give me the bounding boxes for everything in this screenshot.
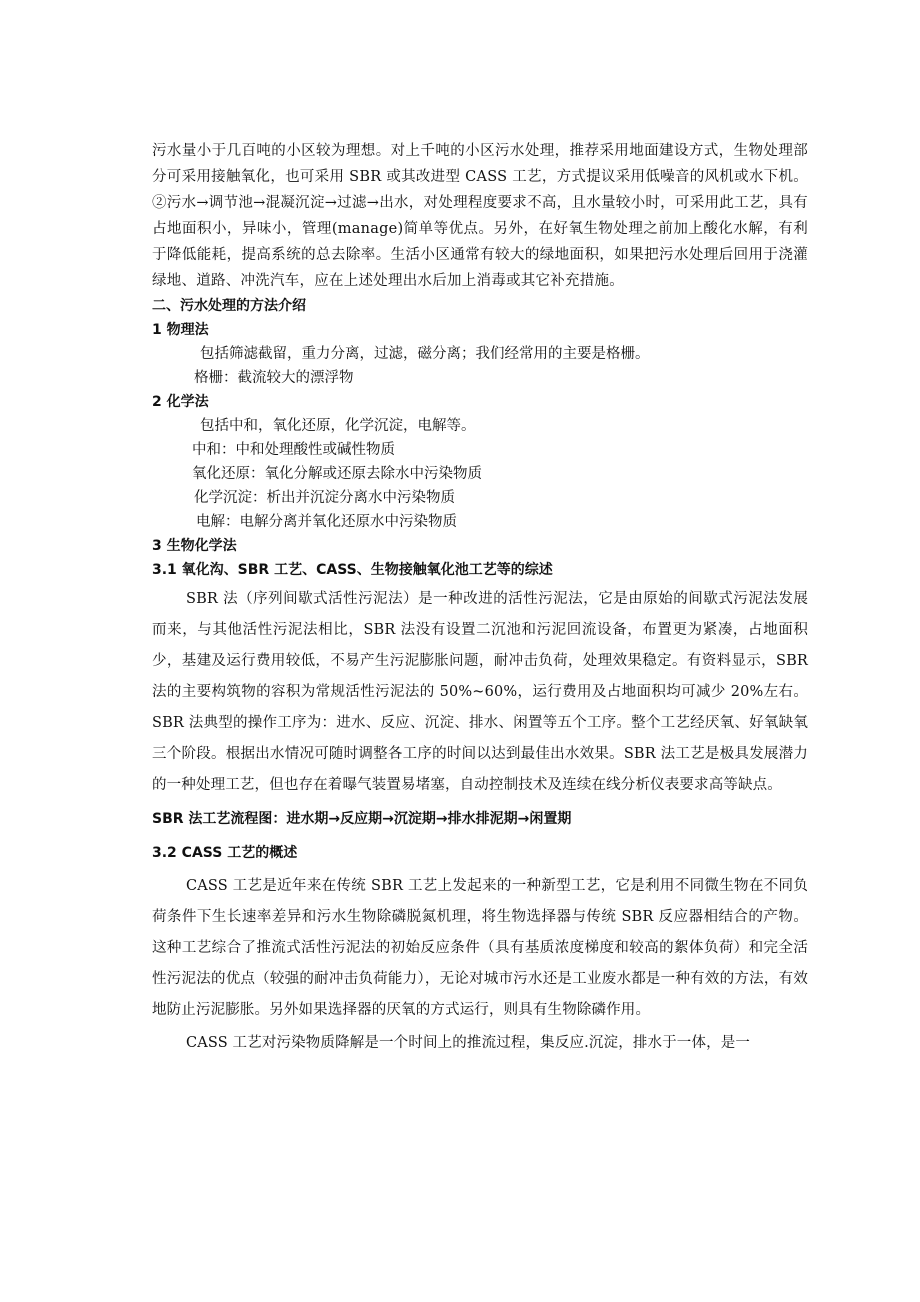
section-2-heading: 二、污水处理的方法介绍 <box>152 298 306 314</box>
document-content <box>152 138 808 1059</box>
chemical-method-line-5: 电解：电解分离并氧化还原水中污染物质 <box>196 514 457 530</box>
intro-paragraph: 污水量小于几百吨的小区较为理想。对上千吨的小区污水处理，推荐采用地面建设方式，生物处理部分可采用接触氧化，也可采用 SBR 或其改进型 CASS 工艺，方式提议采用低噪音的风机或水下机。②污水→调节池→混凝沉淀→过滤→出水，对处理程度要求不高，且水量较小时，可采用此工艺，具有占地面积小，异味小，管理(manage)简单等优点。另外，在好氧生物处理之前加上酸化水解，有利于降低能耗，提高系统的总去除率。生活小区通常有较大的绿地面积，如果把污水处理后回用于浇灌绿地、道路、冲洗汽车，应在上述处理出水后加上消毒或其它补充措施。 <box>152 143 808 289</box>
bio-method-heading: 3 生物化学法 <box>152 538 237 554</box>
bio-subsection-2-paragraph-2: CASS 工艺对污染物质降解是一个时间上的推流过程，集反应.沉淀，排水于一体，是一 <box>186 1035 751 1051</box>
physical-method-line-1: 包括筛滤截留，重力分离，过滤，磁分离；我们经常用的主要是格栅。 <box>200 346 650 362</box>
chemical-method-line-1: 包括中和，氧化还原，化学沉淀，电解等。 <box>200 418 476 434</box>
physical-method-heading: 1 物理法 <box>152 322 209 338</box>
bio-subsection-1-paragraph: SBR 法（序列间歇式活性污泥法）是一种改进的活性污泥法，它是由原始的间歇式污泥法发展而来，与其他活性污泥法相比，SBR 法没有设置二沉池和污泥回流设备，布置更为紧凑，占地面积少，基建及运行费用较低，不易产生污泥膨胀问题，耐冲击负荷，处理效果稳定。有资料显示，SBR 法的主要构筑物的容积为常规活性污泥法的 50%~60%，运行费用及占地面积均可减少 20%左右。SBR 法典型的操作工序为：进水、反应、沉淀、排水、闲置等五个工序。整个工艺经厌氧、好氧缺氧三个阶段。根据出水情况可随时调整各工序的时间以达到最佳出水效果。SBR 法工艺是极具发展潜力的一种处理工艺，但也存在着曝气装置易堵塞，自动控制技术及连续在线分析仪表要求高等缺点。 <box>152 591 808 793</box>
chemical-method-heading: 2 化学法 <box>152 394 209 410</box>
bio-subsection-1-heading: 3.1 氧化沟、SBR 工艺、CASS、生物接触氧化池工艺等的综述 <box>152 562 553 578</box>
chemical-method-line-2: 中和：中和处理酸性或碱性物质 <box>192 442 395 458</box>
bio-subsection-2-heading: 3.2 CASS 工艺的概述 <box>152 845 298 861</box>
chemical-method-line-3: 氧化还原：氧化分解或还原去除水中污染物质 <box>192 466 482 482</box>
physical-method-line-2: 格栅：截流较大的漂浮物 <box>194 370 354 386</box>
bio-subsection-2-paragraph-1: CASS 工艺是近年来在传统 SBR 工艺上发起来的一种新型工艺，它是利用不同微生物在不同负荷条件下生长速率差异和污水生物除磷脱氮机理，将生物选择器与传统 SBR 反应器相结合的产物。这种工艺综合了推流式活性污泥法的初始反应条件（具有基质浓度梯度和较高的絮体负荷）和完全活性污泥法的优点（较强的耐冲击负荷能力），无论对城市污水还是工业废水都是一种有效的方法，有效地防止污泥膨胀。另外如果选择器的厌氧的方式运行，则具有生物除磷作用。 <box>152 878 808 1018</box>
sbr-flow-line: SBR 法工艺流程图：进水期→反应期→沉淀期→排水排泥期→闲置期 <box>152 811 572 827</box>
chemical-method-line-4: 化学沉淀：析出并沉淀分离水中污染物质 <box>194 490 455 506</box>
